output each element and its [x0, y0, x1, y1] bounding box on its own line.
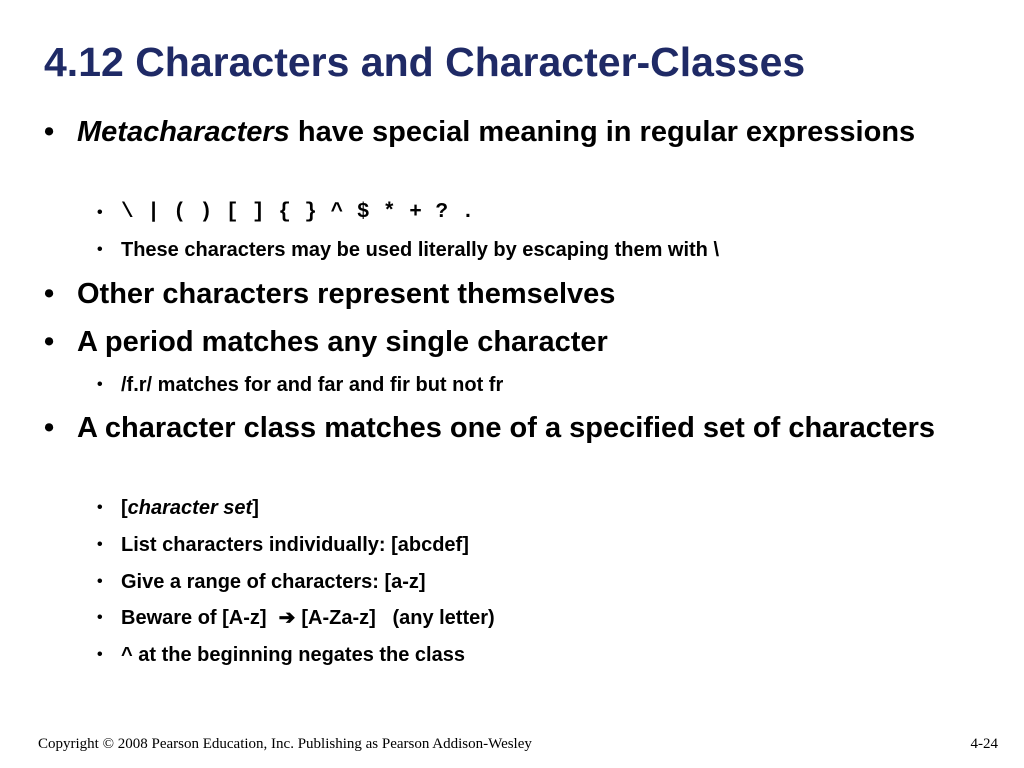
sub-bullet-text: \ | ( ) [ ] { } ^ $ * + ? .: [121, 201, 475, 224]
bullet-period: [44, 324, 944, 361]
sub-bullet-beware: [97, 605, 977, 631]
sub-bullet-escaping: [97, 237, 977, 263]
bullet-italic-lead: Metacharacters: [77, 116, 290, 148]
slide-title: 4.12 Characters and Character-Classes: [44, 39, 806, 85]
sub-bullet-text: Give a range of characters: [a-z]: [121, 571, 426, 593]
sub-bullet-text: List characters individually: [abcdef]: [121, 534, 469, 556]
sub-bullet-negation: [97, 642, 977, 668]
bullet-dot: •: [44, 116, 55, 148]
sub-bullet-text: [121, 495, 977, 521]
sub-bullet-period-example: [97, 372, 977, 398]
bullet-text: [77, 114, 944, 151]
sub-bullet-text: ^ at the beginning negates the class: [121, 644, 465, 666]
bullet-character-class: [44, 410, 944, 447]
character-set-italic: character set: [127, 497, 253, 519]
bullet-other-characters: [44, 276, 944, 313]
bullet-dot: •: [44, 326, 55, 358]
beware-before: Beware of [A-z]: [121, 607, 267, 629]
bullet-dot: •: [44, 278, 55, 310]
bullet-text-rest: have special meaning in regular expressions: [289, 116, 916, 148]
footer-copyright: Copyright © 2008 Pearson Education, Inc. Publishing as Pearson Addison-Wesley: [38, 736, 532, 752]
bullet-dot: •: [44, 412, 55, 444]
bracket-close: ]: [252, 497, 259, 519]
sub-bullet-text: [121, 605, 977, 631]
sub-bullet-text: These characters may be used literally by escaping them with \: [121, 239, 720, 261]
sub-bullet-text: /f.r/ matches for and far and fir but not fr: [121, 374, 504, 396]
sub-bullet-dot: •: [97, 536, 103, 553]
bracket-open: [: [121, 497, 128, 519]
sub-bullet-dot: •: [97, 609, 103, 626]
page-number: 4-24: [970, 736, 998, 752]
sub-bullet-character-set: [97, 495, 977, 521]
bullet-metacharacters: [44, 114, 944, 151]
sub-bullet-dot: •: [97, 376, 103, 393]
sub-bullet-list-individually: [97, 532, 977, 558]
sub-bullet-dot: •: [97, 204, 103, 221]
sub-bullet-dot: •: [97, 499, 103, 516]
sub-bullet-dot: •: [97, 573, 103, 590]
sub-bullet-dot: •: [97, 241, 103, 258]
bullet-text: Other characters represent themselves: [77, 278, 616, 310]
sub-bullet-metachar-list: [97, 200, 977, 226]
arrow-right-icon: ➔: [278, 607, 296, 629]
bullet-text: A period matches any single character: [77, 326, 608, 358]
beware-after: [A-Za-z] (any letter): [301, 607, 495, 629]
sub-bullet-range: [97, 569, 977, 595]
sub-bullet-dot: •: [97, 646, 103, 663]
bullet-text: A character class matches one of a specified set of characters: [77, 412, 936, 444]
